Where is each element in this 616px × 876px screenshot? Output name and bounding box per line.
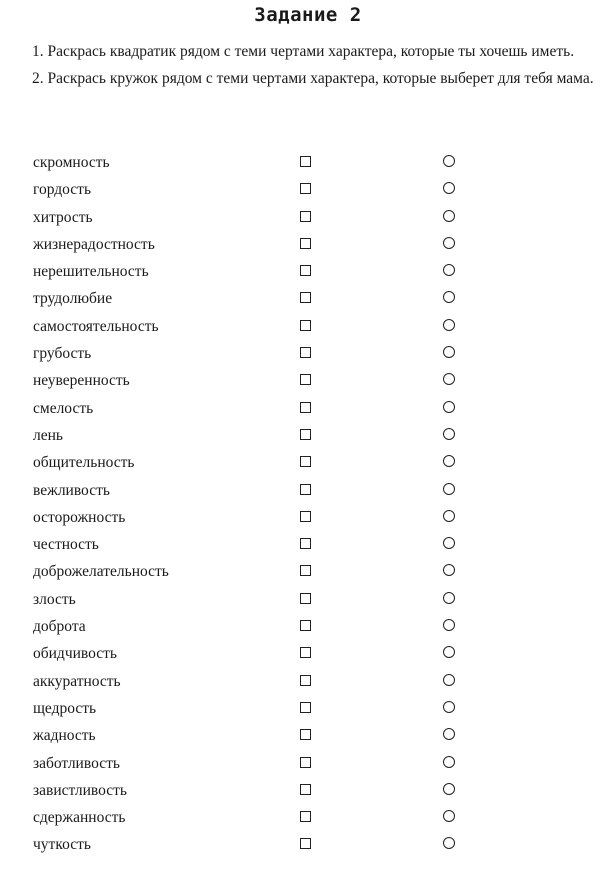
own-choice-square[interactable] bbox=[300, 265, 311, 276]
own-choice-square[interactable] bbox=[300, 292, 311, 303]
trait-label: честность bbox=[33, 536, 99, 554]
trait-label: смелость bbox=[33, 399, 94, 417]
trait-row bbox=[0, 234, 616, 261]
traits-list bbox=[0, 152, 616, 862]
own-choice-square[interactable] bbox=[300, 565, 311, 576]
mom-choice-circle[interactable] bbox=[443, 455, 455, 467]
own-choice-square[interactable] bbox=[300, 675, 311, 686]
trait-label: жадность bbox=[33, 727, 96, 745]
own-choice-square[interactable] bbox=[300, 402, 311, 413]
trait-label: грубость bbox=[33, 345, 92, 363]
own-choice-square[interactable] bbox=[300, 784, 311, 795]
trait-row bbox=[0, 534, 616, 561]
own-choice-square[interactable] bbox=[300, 156, 311, 167]
own-choice-square[interactable] bbox=[300, 484, 311, 495]
mom-choice-circle[interactable] bbox=[443, 210, 455, 222]
trait-label: доброжелательность bbox=[33, 563, 169, 581]
own-choice-square[interactable] bbox=[300, 183, 311, 194]
trait-label: лень bbox=[33, 426, 63, 444]
trait-row bbox=[0, 807, 616, 834]
trait-row bbox=[0, 589, 616, 616]
instructions bbox=[22, 40, 602, 94]
trait-label: вежливость bbox=[33, 481, 110, 499]
own-choice-square[interactable] bbox=[300, 620, 311, 631]
own-choice-square[interactable] bbox=[300, 511, 311, 522]
trait-label: сдержанность bbox=[33, 809, 126, 827]
mom-choice-circle[interactable] bbox=[443, 783, 455, 795]
trait-row bbox=[0, 834, 616, 861]
mom-choice-circle[interactable] bbox=[443, 373, 455, 385]
own-choice-square[interactable] bbox=[300, 347, 311, 358]
own-choice-square[interactable] bbox=[300, 838, 311, 849]
trait-label: злость bbox=[33, 590, 76, 608]
instruction-2: 2. Раскрась кружок рядом с теми чертами характера, которые выберет для тебя мама. bbox=[32, 70, 594, 87]
mom-choice-circle[interactable] bbox=[443, 592, 455, 604]
mom-choice-circle[interactable] bbox=[443, 756, 455, 768]
trait-row bbox=[0, 152, 616, 179]
trait-row bbox=[0, 753, 616, 780]
instruction-1: 1. Раскрась квадратик рядом с теми чертами характера, которые ты хочешь иметь. bbox=[32, 43, 575, 60]
trait-row bbox=[0, 316, 616, 343]
own-choice-square[interactable] bbox=[300, 538, 311, 549]
own-choice-square[interactable] bbox=[300, 811, 311, 822]
mom-choice-circle[interactable] bbox=[443, 319, 455, 331]
trait-row bbox=[0, 507, 616, 534]
mom-choice-circle[interactable] bbox=[443, 182, 455, 194]
trait-label: трудолюбие bbox=[33, 290, 113, 308]
trait-row bbox=[0, 698, 616, 725]
trait-label: хитрость bbox=[33, 208, 93, 226]
trait-row bbox=[0, 643, 616, 670]
own-choice-square[interactable] bbox=[300, 238, 311, 249]
trait-row bbox=[0, 288, 616, 315]
trait-label: общительность bbox=[33, 454, 135, 472]
mom-choice-circle[interactable] bbox=[443, 564, 455, 576]
mom-choice-circle[interactable] bbox=[443, 291, 455, 303]
mom-choice-circle[interactable] bbox=[443, 346, 455, 358]
trait-label: заботливость bbox=[33, 754, 120, 772]
task-title: Задание 2 bbox=[254, 4, 362, 26]
own-choice-square[interactable] bbox=[300, 456, 311, 467]
trait-row bbox=[0, 398, 616, 425]
trait-row bbox=[0, 671, 616, 698]
mom-choice-circle[interactable] bbox=[443, 837, 455, 849]
trait-label: осторожность bbox=[33, 508, 126, 526]
trait-label: доброта bbox=[33, 618, 86, 636]
trait-row bbox=[0, 425, 616, 452]
own-choice-square[interactable] bbox=[300, 702, 311, 713]
mom-choice-circle[interactable] bbox=[443, 619, 455, 631]
trait-row bbox=[0, 725, 616, 752]
trait-row bbox=[0, 561, 616, 588]
mom-choice-circle[interactable] bbox=[443, 264, 455, 276]
trait-row bbox=[0, 480, 616, 507]
trait-label: чуткость bbox=[33, 836, 91, 854]
mom-choice-circle[interactable] bbox=[443, 701, 455, 713]
mom-choice-circle[interactable] bbox=[443, 510, 455, 522]
trait-row bbox=[0, 452, 616, 479]
mom-choice-circle[interactable] bbox=[443, 237, 455, 249]
mom-choice-circle[interactable] bbox=[443, 728, 455, 740]
trait-label: завистливость bbox=[33, 781, 127, 799]
trait-row bbox=[0, 207, 616, 234]
mom-choice-circle[interactable] bbox=[443, 155, 455, 167]
trait-label: скромность bbox=[33, 154, 110, 171]
trait-label: аккуратность bbox=[33, 672, 121, 690]
own-choice-square[interactable] bbox=[300, 729, 311, 740]
trait-label: самостоятельность bbox=[33, 317, 159, 335]
trait-label: неуверенность bbox=[33, 372, 130, 390]
trait-row bbox=[0, 780, 616, 807]
own-choice-square[interactable] bbox=[300, 647, 311, 658]
own-choice-square[interactable] bbox=[300, 593, 311, 604]
trait-row bbox=[0, 370, 616, 397]
mom-choice-circle[interactable] bbox=[443, 674, 455, 686]
mom-choice-circle[interactable] bbox=[443, 646, 455, 658]
own-choice-square[interactable] bbox=[300, 757, 311, 768]
trait-row bbox=[0, 616, 616, 643]
trait-row bbox=[0, 179, 616, 206]
trait-row bbox=[0, 261, 616, 288]
mom-choice-circle[interactable] bbox=[443, 428, 455, 440]
mom-choice-circle[interactable] bbox=[443, 810, 455, 822]
own-choice-square[interactable] bbox=[300, 211, 311, 222]
mom-choice-circle[interactable] bbox=[443, 483, 455, 495]
trait-label: жизнерадостность bbox=[33, 235, 155, 253]
mom-choice-circle[interactable] bbox=[443, 401, 455, 413]
trait-label: обидчивость bbox=[33, 645, 117, 663]
own-choice-square[interactable] bbox=[300, 429, 311, 440]
mom-choice-circle[interactable] bbox=[443, 537, 455, 549]
trait-row bbox=[0, 343, 616, 370]
own-choice-square[interactable] bbox=[300, 320, 311, 331]
trait-label: гордость bbox=[33, 181, 92, 199]
own-choice-square[interactable] bbox=[300, 374, 311, 385]
trait-label: нерешительность bbox=[33, 263, 149, 281]
trait-label: щедрость bbox=[33, 699, 97, 717]
